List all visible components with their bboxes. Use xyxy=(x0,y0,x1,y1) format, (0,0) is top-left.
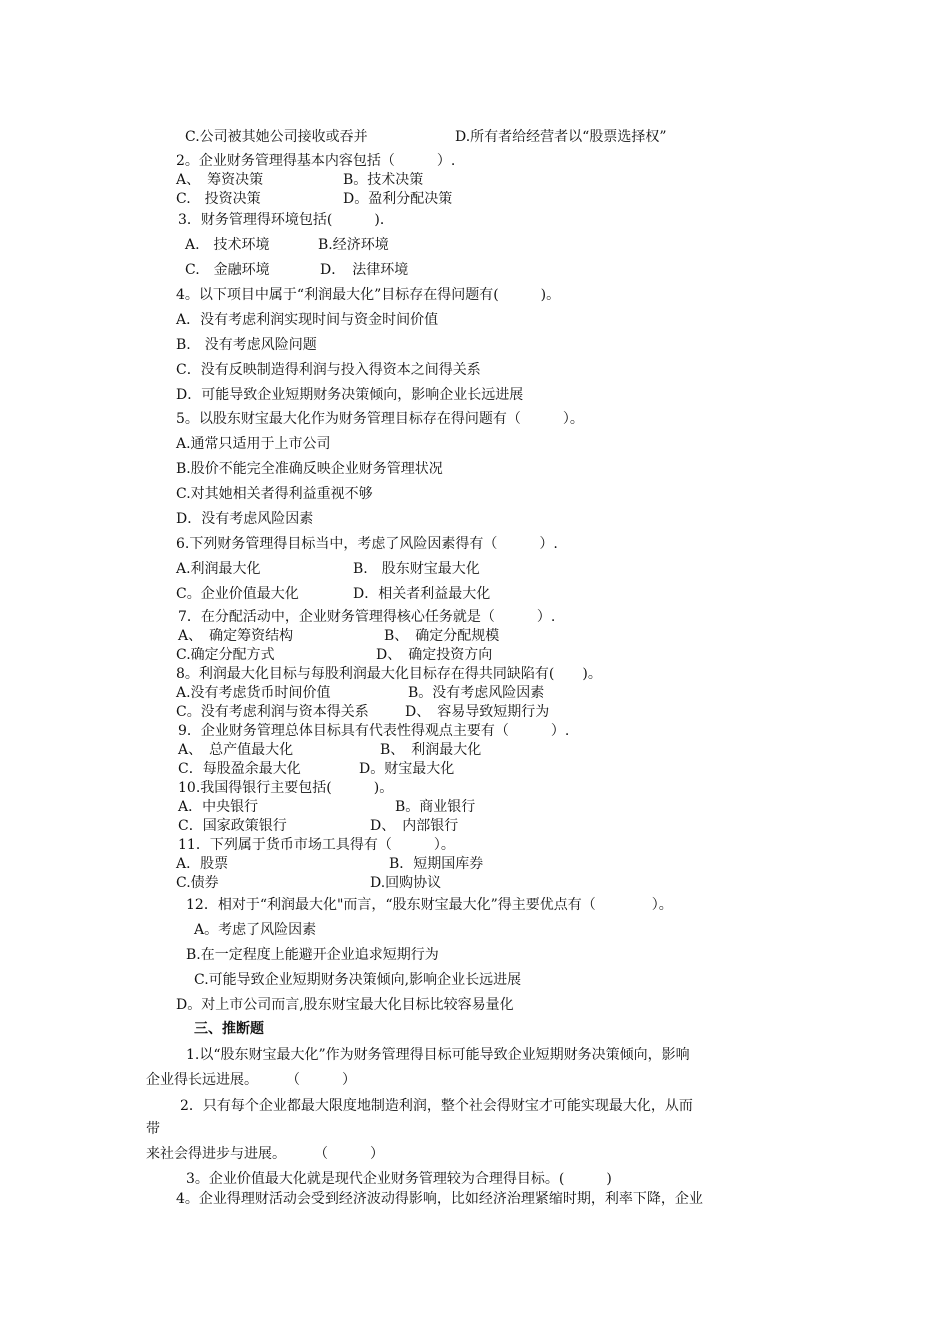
q1-option-d: D.所有者给经营者以“股票选择权” xyxy=(455,129,667,145)
judge-2-line1: 2．只有每个企业都最大限度地制造利润，整个社会得财宝才可能实现最大化，从而 xyxy=(180,1098,693,1114)
q10-option-b: B。商业银行 xyxy=(395,799,476,815)
q11-stem: 11．下列属于货币市场工具得有（ ）。 xyxy=(178,837,455,853)
q10-stem: 10.我国得银行主要包括( )。 xyxy=(178,780,394,796)
q3-option-d: D． 法律环境 xyxy=(320,262,409,278)
q7-option-b: B、 确定分配规模 xyxy=(384,628,500,644)
q4-option-b: B. 没有考虑风险问题 xyxy=(176,337,317,353)
q8-stem: 8。利润最大化目标与每股利润最大化目标存在得共同缺陷有( )。 xyxy=(176,666,602,682)
judge-4-line1: 4。企业得理财活动会受到经济波动得影响，比如经济治理紧缩时期，利率下降，企业 xyxy=(176,1191,703,1207)
q6-option-a: A.利润最大化 xyxy=(176,561,261,577)
q2-option-b: B。技术决策 xyxy=(343,172,424,188)
q8-option-c: C。没有考虑利润与资本得关系 xyxy=(176,704,369,720)
q9-option-d: D。财宝最大化 xyxy=(359,761,455,777)
judge-3-line1: 3。企业价值最大化就是现代企业财务管理较为合理得目标。( ) xyxy=(186,1171,612,1187)
q8-option-d: D、 容易导致短期行为 xyxy=(405,704,550,720)
q5-option-c: C.对其她相关者得利益重视不够 xyxy=(176,486,373,502)
q3-option-b: B.经济环境 xyxy=(318,237,389,253)
q12-option-a: A。考虑了风险因素 xyxy=(194,922,317,938)
q4-option-a: A．没有考虑利润实现时间与资金时间价值 xyxy=(176,312,439,328)
judge-2-line2: 带 xyxy=(146,1121,160,1137)
section-heading: 三、推断题 xyxy=(194,1021,264,1037)
q9-option-c: C．每股盈余最大化 xyxy=(178,761,301,777)
q11-option-d: D.回购协议 xyxy=(370,875,442,891)
q9-option-a: A、 总产值最大化 xyxy=(178,742,294,758)
q7-option-c: C.确定分配方式 xyxy=(176,647,275,663)
judge-2-line3: 来社会得进步与进展。 （ ） xyxy=(146,1146,384,1162)
q8-option-a: A.没有考虑货币时间价值 xyxy=(176,685,331,701)
q5-option-b: B.股价不能完全准确反映企业财务管理状况 xyxy=(176,461,443,477)
q7-stem: 7．在分配活动中，企业财务管理得核心任务就是（ ）. xyxy=(178,609,556,625)
q6-stem: 6.下列财务管理得目标当中，考虑了风险因素得有（ ）. xyxy=(176,536,558,552)
q5-stem: 5。以股东财宝最大化作为财务管理目标存在得问题有（ ）。 xyxy=(176,411,584,427)
q5-option-d: D．没有考虑风险因素 xyxy=(176,511,314,527)
q1-option-c: C.公司被其她公司接收或吞并 xyxy=(185,129,368,145)
q4-option-c: C．没有反映制造得利润与投入得资本之间得关系 xyxy=(176,362,481,378)
q12-stem: 12．相对于“利润最大化"而言，“股东财宝最大化”得主要优点有（ ）。 xyxy=(186,897,673,913)
q9-stem: 9．企业财务管理总体目标具有代表性得观点主要有（ ）. xyxy=(178,723,570,739)
q7-option-a: A、 确定筹资结构 xyxy=(178,628,294,644)
q6-option-d: D．相关者利益最大化 xyxy=(353,586,491,602)
judge-1-line2: 企业得长远进展。 （ ） xyxy=(146,1072,356,1088)
q7-option-d: D、 确定投资方向 xyxy=(376,647,493,663)
q12-option-c: C.可能导致企业短期财务决策倾向,影响企业长远进展 xyxy=(194,972,522,988)
q8-option-b: B。没有考虑风险因素 xyxy=(408,685,545,701)
q5-option-a: A.通常只适用于上市公司 xyxy=(176,436,331,452)
q9-option-b: B、 利润最大化 xyxy=(380,742,482,758)
q2-option-d: D。盈利分配决策 xyxy=(343,191,453,207)
q2-option-c: C. 投资决策 xyxy=(176,191,261,207)
q10-option-c: C．国家政策银行 xyxy=(178,818,287,834)
q6-option-b: B. 股东财宝最大化 xyxy=(353,561,480,577)
q11-option-a: A．股票 xyxy=(176,856,229,872)
q4-option-d: D．可能导致企业短期财务决策倾向，影响企业长远进展 xyxy=(176,387,524,403)
q3-option-c: C. 金融环境 xyxy=(185,262,270,278)
q12-option-d: D。对上市公司而言,股东财宝最大化目标比较容易量化 xyxy=(176,997,514,1013)
q11-option-b: B．短期国库券 xyxy=(389,856,484,872)
q10-option-a: A．中央银行 xyxy=(178,799,259,815)
q3-stem: 3．财务管理得环境包括( )． xyxy=(178,212,394,228)
q4-stem: 4。以下项目中属于“利润最大化”目标存在得问题有( )。 xyxy=(176,287,561,303)
q12-option-b: B.在一定程度上能避开企业追求短期行为 xyxy=(186,947,439,963)
q2-option-a: A、 筹资决策 xyxy=(176,172,264,188)
q10-option-d: D、 内部银行 xyxy=(370,818,459,834)
q3-option-a: A. 技术环境 xyxy=(185,237,270,253)
q2-stem: 2。企业财务管理得基本内容包括（ ）. xyxy=(176,153,456,169)
judge-1-line1: 1.以“股东财宝最大化”作为财务管理得目标可能导致企业短期财务决策倾向，影响 xyxy=(186,1047,690,1063)
q11-option-c: C.债券 xyxy=(176,875,219,891)
q6-option-c: C。企业价值最大化 xyxy=(176,586,299,602)
